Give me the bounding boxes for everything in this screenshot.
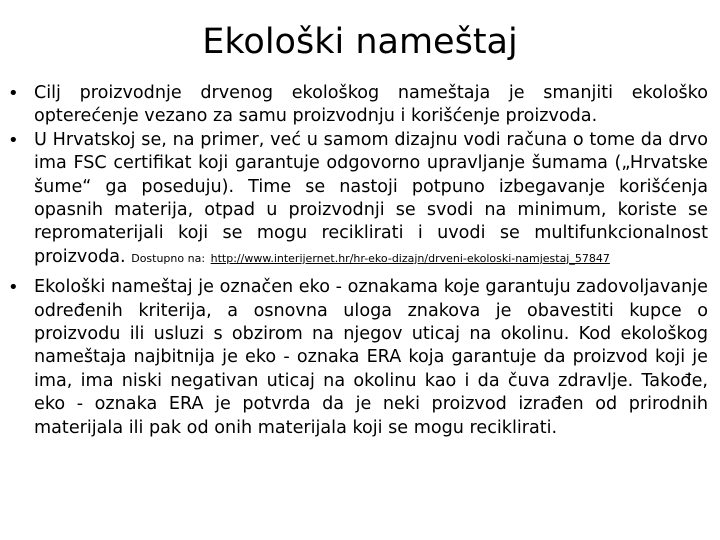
bullet-list <box>8 82 708 440</box>
bullet-item <box>8 82 708 129</box>
bullet-item <box>8 276 708 440</box>
source-label: Dostupno na: <box>131 251 206 265</box>
slide-title: Ekološki nameštaj <box>202 22 518 62</box>
source-link[interactable]: http://www.interijernet.hr/hr-eko-dizajn/drveni-ekoloski-namjestaj_57847 <box>210 251 610 265</box>
bullet-item <box>8 129 708 269</box>
bullet-marker: • <box>8 83 19 104</box>
bullet-marker: • <box>8 277 19 299</box>
bullet-marker: • <box>8 129 19 151</box>
bullet-text: Cilj proizvodnje drvenog ekološkog nameštaja je smanjiti ekološko opterećenje vezano za samu proizvodnju i korišćenje proizvoda. <box>34 83 708 127</box>
bullet-text: U Hrvatskoj se, na primer, već u samom dizajnu vodi računa o tome da drvo ima FSC certifikat koji garantuje odgovorno upravljanje šumama („Hrvatske šume“ ga poseduju). Time se nastoji potpuno izbegavanje korišćenja opasnih materija, otpad u proizvodnji se svodi na minimum, koriste se repromaterijali koji se mogu reciklirati i uvodi se multifunkcionalnost proizvoda. <box>34 129 708 267</box>
bullet-text: Ekološki nameštaj je označen eko - oznakama koje garantuju zadovoljavanje određenih kriterija, a osnovna uloga znakova je obavestiti kupce o proizvodu ili usluzi s obzirom na njegov uticaj na okolinu. Kod ekološkog nameštaja najbitnija je eko - oznaka ERA koja garantuje da proizvod koji je ima, ima niski negativan uticaj na okolinu kao i da čuva zdravlje. Takođe, eko - oznaka ERA je potvrda da je neki proizvod izrađen od prirodnih materijala ili pak od onih materijala koji se mogu reciklirati. <box>34 277 708 438</box>
